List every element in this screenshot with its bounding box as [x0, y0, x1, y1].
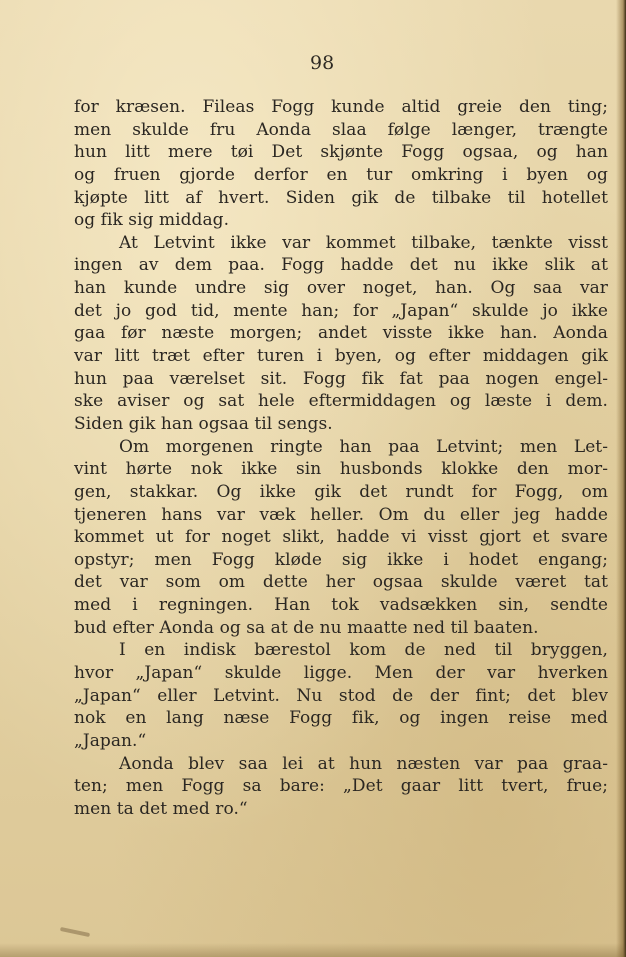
body-text — [74, 96, 608, 821]
text-line: kjøpte litt af hvert. Siden gik de tilbake til hotellet — [74, 187, 608, 208]
text-line: „Japan.“ — [74, 730, 147, 751]
text-line: for kræsen. Fileas Fogg kunde altid greie den ting; — [74, 97, 608, 117]
text-line: hvor „Japan“ skulde ligge. Men der var hverken — [74, 663, 608, 684]
text-line: hun paa værelset sit. Fogg fik fat paa nogen engel- — [74, 368, 608, 389]
page-bottom-shadow — [0, 943, 626, 957]
text-line: gaa før næste morgen; andet visste ikke han. Aonda — [74, 323, 608, 344]
text-line: ingen av dem paa. Fogg hadde det nu ikke slik at — [74, 255, 608, 276]
text-line: „Japan“ eller Letvint. Nu stod de der fint; det blev — [74, 685, 608, 706]
text-line: Om morgenen ringte han paa Letvint; men Let- — [119, 436, 608, 457]
text-line: han kunde undre sig over noget, han. Og saa var — [74, 278, 608, 299]
text-line: ten; men Fogg sa bare: „Det gaar litt tvert, frue; — [74, 776, 608, 797]
text-line: tjeneren hans var væk heller. Om du eller jeg hadde — [74, 504, 608, 525]
text-line: med i regningen. Han tok vadsækken sin, sendte — [74, 595, 608, 616]
text-line: I en indisk bærestol kom de ned til bryggen, — [119, 640, 608, 661]
text-line: opstyr; men Fogg kløde sig ikke i hodet engang; — [74, 549, 608, 570]
text-line: Siden gik han ogsaa til sengs. — [74, 413, 333, 434]
text-line: ske aviser og sat hele eftermiddagen og læste i dem. — [74, 391, 608, 412]
text-line: men skulde fru Aonda slaa følge længer, trængte — [74, 119, 608, 140]
text-line: At Letvint ikke var kommet tilbake, tænkte visst — [119, 232, 608, 253]
text-line: og fik sig middag. — [74, 210, 230, 231]
page-number: 98 — [310, 52, 335, 74]
text-line: var litt træt efter turen i byen, og efter middagen gik — [74, 346, 608, 367]
page-edge-shadow — [616, 0, 626, 957]
text-line: bud efter Aonda og sa at de nu maatte ned til baaten. — [74, 617, 539, 638]
paper-smudge — [60, 927, 90, 937]
text-line: kommet ut for noget slikt, hadde vi visst gjort et svare — [74, 527, 608, 548]
text-line: det jo god tid, mente han; for „Japan“ skulde jo ikke — [74, 300, 608, 321]
text-line: Aonda blev saa lei at hun næsten var paa graa- — [119, 753, 608, 774]
text-line: vint hørte nok ikke sin husbonds klokke den mor- — [74, 459, 608, 480]
text-line: hun litt mere tøi Det skjønte Fogg ogsaa, og han — [74, 142, 608, 163]
text-line: og fruen gjorde derfor en tur omkring i byen og — [74, 164, 608, 185]
text-line: det var som om dette her ogsaa skulde været tat — [74, 572, 608, 593]
text-line: nok en lang næse Fogg fik, og ingen reise med — [74, 708, 608, 729]
text-line: gen, stakkar. Og ikke gik det rundt for Fogg, om — [74, 481, 608, 502]
text-line: men ta det med ro.“ — [74, 798, 248, 819]
